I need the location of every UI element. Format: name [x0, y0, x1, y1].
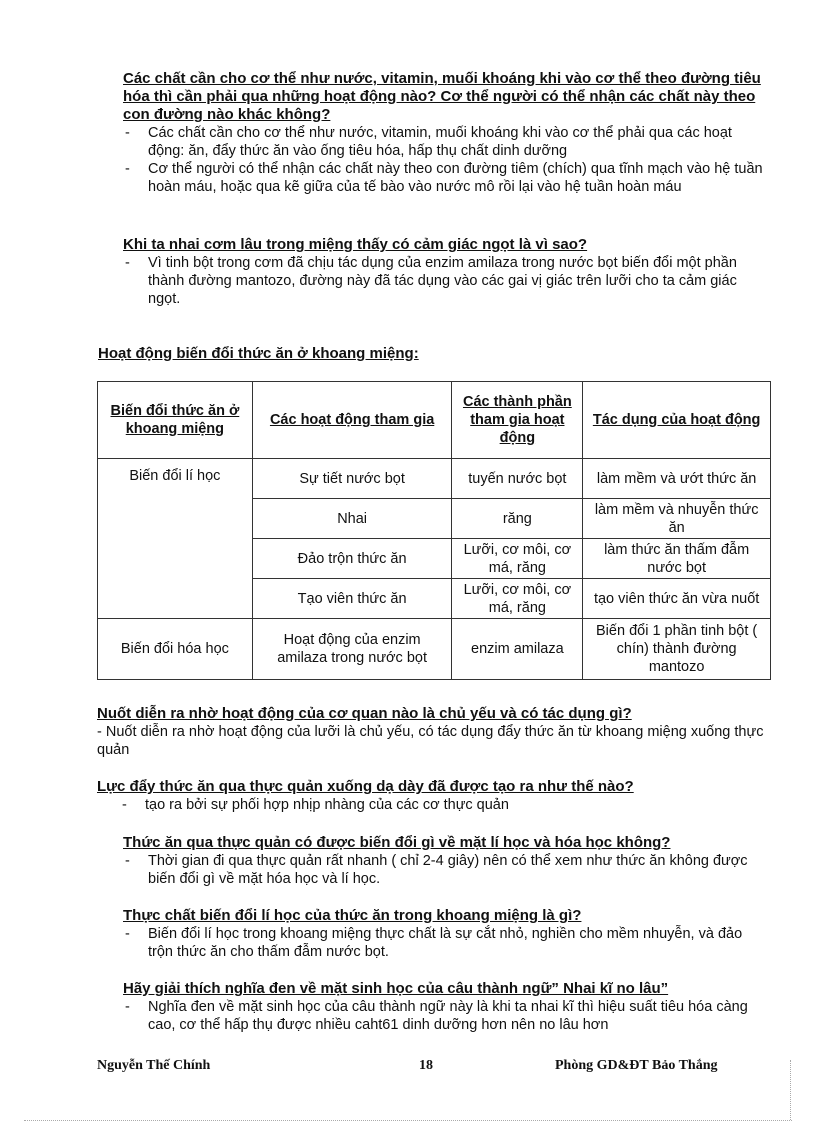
question-block-5 [123, 834, 763, 888]
table-header-row [98, 382, 771, 459]
table-cell: răng [452, 499, 583, 539]
footer-author: Nguyễn Thế Chính [97, 1058, 211, 1073]
page-bottom-divider [24, 1120, 792, 1121]
question-heading: Lực đẩy thức ăn qua thực quản xuống dạ dày đã được tạo ra như thế nào? [97, 778, 634, 795]
table-cell: làm mềm và ướt thức ăn [583, 459, 771, 499]
table-cell: Biến đổi 1 phần tinh bột ( chín) thành đường mantozo [583, 619, 771, 680]
table-cell: Tạo viên thức ăn [252, 579, 452, 619]
question-block-2 [123, 236, 763, 308]
answer-item: - Nghĩa đen về mặt sinh học của câu thành ngữ này là khi ta nhai kĩ thì hiệu suất tiêu hóa càng cao, cơ thể hấp thụ được nhiều caht61 dinh dưỡng hơn nên no lâu hơn [123, 998, 763, 1034]
answer-list [97, 796, 767, 814]
question-heading: Khi ta nhai cơm lâu trong miệng thấy có cảm giác ngọt là vì sao? [123, 236, 588, 253]
table-header-cell: Tác dụng của hoạt động [583, 382, 771, 459]
question-heading: Thức ăn qua thực quản có được biến đổi gì về mặt lí học và hóa học không? [123, 834, 671, 851]
question-block-3 [97, 705, 767, 759]
table-cell: enzim amilaza [452, 619, 583, 680]
question-block-1 [123, 70, 763, 196]
table-cell: Đảo trộn thức ăn [252, 539, 452, 579]
question-heading: Nuốt diễn ra nhờ hoạt động của cơ quan nào là chủ yếu và có tác dụng gì? [97, 705, 632, 722]
answer-list [123, 124, 763, 196]
question-block-4 [97, 778, 767, 814]
question-heading: Thực chất biến đổi lí học của thức ăn trong khoang miệng là gì? [123, 907, 582, 924]
answer-item: - tạo ra bởi sự phối hợp nhịp nhàng của các cơ thực quản [120, 796, 767, 814]
table-cell: tạo viên thức ăn vừa nuốt [583, 579, 771, 619]
table-cell: Nhai [252, 499, 452, 539]
answer-list [123, 998, 763, 1034]
table-row [98, 619, 771, 680]
table-cell: Lưỡi, cơ môi, cơ má, răng [452, 539, 583, 579]
table-cell: Lưỡi, cơ môi, cơ má, răng [452, 579, 583, 619]
answer-item: - Thời gian đi qua thực quản rất nhanh ( chỉ 2-4 giây) nên có thể xem như thức ăn không được biến đổi gì về mặt hóa học và lí học. [123, 852, 763, 888]
answer-item: - Cơ thể người có thể nhận các chất này theo con đường tiêm (chích) qua tĩnh mạch vào hệ tuần hoàn máu, hoặc qua kẽ giữa của tế bào vào nước mô rồi lại vào hệ tuần hoàn máu [123, 160, 763, 196]
answer-list [123, 852, 763, 888]
answer-item: - Biến đổi lí học trong khoang miệng thực chất là sự cắt nhỏ, nghiền cho mềm nhuyễn, và đảo trộn thức ăn cho thấm đẫm nước bọt. [123, 925, 763, 961]
answer-text: - Nuốt diễn ra nhờ hoạt động của lưỡi là chủ yếu, có tác dụng đẩy thức ăn từ khoang miệng xuống thực quản [97, 724, 764, 758]
table-group-cell: Biến đổi lí học [98, 459, 253, 619]
answer-list [123, 254, 763, 308]
table-header-cell: Các hoạt động tham gia [252, 382, 452, 459]
question-block-6 [123, 907, 763, 961]
table-cell: Sự tiết nước bọt [252, 459, 452, 499]
table-header-cell: Các thành phần tham gia hoạt động [452, 382, 583, 459]
digestion-table [97, 381, 771, 680]
table-cell: tuyến nước bọt [452, 459, 583, 499]
answer-item: - Vì tinh bột trong cơm đã chịu tác dụng của enzim amilaza trong nước bọt biến đổi một phần thành đường mantozo, đường này đã tác dụng vào các gai vị giác trên lưỡi cho ta cảm giác ngọt. [123, 254, 763, 308]
table-cell: Hoạt động của enzim amilaza trong nước bọt [252, 619, 452, 680]
table-header-cell: Biến đổi thức ăn ở khoang miệng [98, 382, 253, 459]
table-cell: làm mềm và nhuyễn thức ăn [583, 499, 771, 539]
footer-page-number: 18 [419, 1058, 433, 1073]
footer-office: Phòng GD&ĐT Bảo Thắng [555, 1058, 718, 1073]
table-cell: làm thức ăn thấm đẫm nước bọt [583, 539, 771, 579]
question-block-7 [123, 980, 763, 1034]
page-edge-divider [790, 1060, 791, 1120]
answer-list [123, 925, 763, 961]
table-heading: Hoạt động biến đổi thức ăn ở khoang miệng: [98, 345, 419, 362]
table-row [98, 459, 771, 499]
question-heading: Các chất cần cho cơ thể như nước, vitamin, muối khoáng khi vào cơ thể theo đường tiêu hóa thì cần phải qua những hoạt động nào? Cơ thể người có thể nhận các chất này theo con đường nào khác không? [123, 70, 761, 123]
question-heading: Hãy giải thích nghĩa đen về mặt sinh học của câu thành ngữ” Nhai kĩ no lâu” [123, 980, 669, 997]
answer-item: - Các chất cần cho cơ thể như nước, vitamin, muối khoáng khi vào cơ thể phải qua các hoạt động: ăn, đẩy thức ăn vào ống tiêu hóa, hấp thụ chất dinh dưỡng [123, 124, 763, 160]
table-group-cell: Biến đổi hóa học [98, 619, 253, 680]
